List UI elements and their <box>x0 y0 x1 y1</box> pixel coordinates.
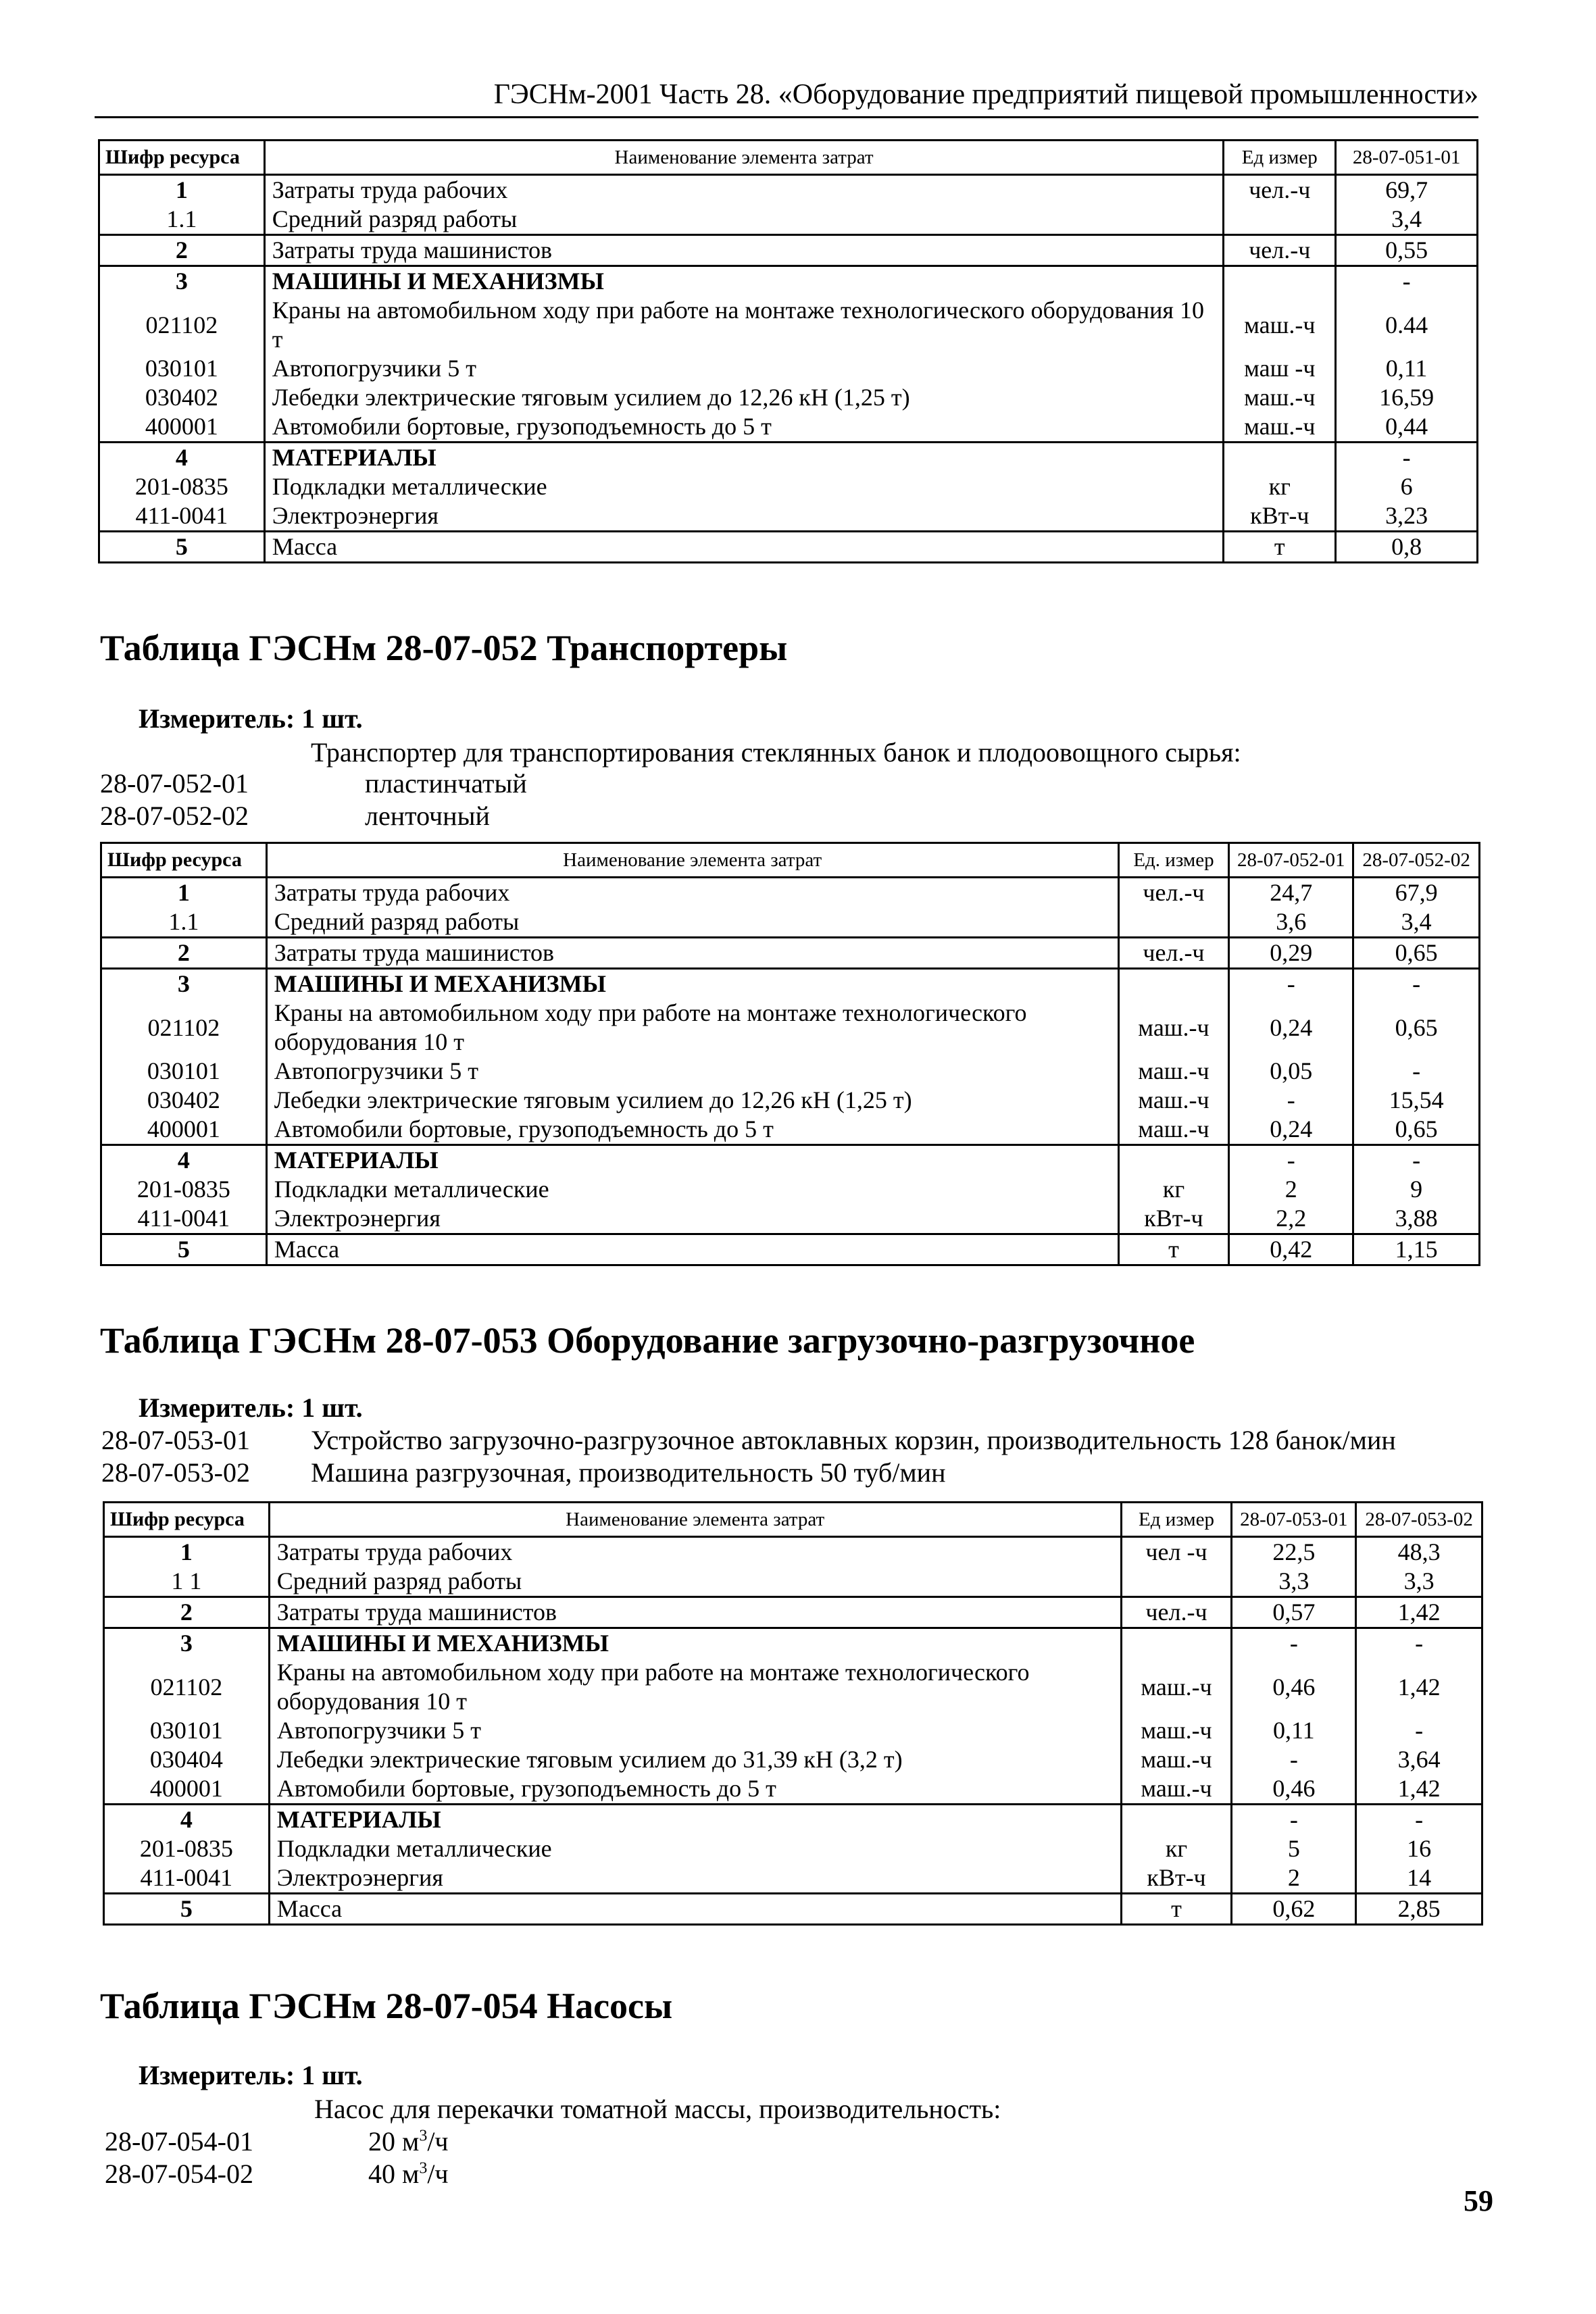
table-row <box>104 1537 1482 1567</box>
unit-cell: маш.-ч <box>1224 383 1336 412</box>
unit-cell: маш.-ч <box>1121 1658 1232 1716</box>
norm-value-cell: 0,11 <box>1336 354 1478 383</box>
unit-cell: кВт-ч <box>1121 1863 1232 1894</box>
resource-code-cell: 201-0835 <box>104 1834 270 1863</box>
norm-value-cell: - <box>1336 443 1478 473</box>
norm-value-cell: 3,23 <box>1336 501 1478 532</box>
norm-value-cell: 16,59 <box>1336 383 1478 412</box>
norm-value-cell: 16 <box>1356 1834 1482 1863</box>
norm-value-cell: - <box>1229 1145 1353 1176</box>
table-row <box>99 383 1478 412</box>
table-row <box>104 1597 1482 1628</box>
resource-code-cell: 2 <box>99 235 265 266</box>
item-name <box>368 2126 449 2157</box>
norm-value-cell: - <box>1356 1805 1482 1835</box>
measure-line-052 <box>139 703 363 734</box>
table-row <box>104 1894 1482 1925</box>
unit-cell: кг <box>1121 1834 1232 1863</box>
item-unit: /ч <box>427 2126 449 2157</box>
unit-cell: маш.-ч <box>1121 1745 1232 1774</box>
item-code: 28-07-053-02 <box>101 1457 250 1488</box>
resource-code-cell: 1.1 <box>101 907 267 938</box>
resource-code-cell: 1 <box>99 175 265 205</box>
table-row <box>101 1145 1480 1176</box>
norm-value-cell: - <box>1232 1805 1356 1835</box>
norm-value-cell: 1,42 <box>1356 1774 1482 1805</box>
resource-code-cell: 021102 <box>101 999 267 1057</box>
resource-code-cell: 021102 <box>104 1658 270 1716</box>
page-header: ГЭСНм-2001 Часть 28. «Оборудование предприятий пищевой промышленности» <box>95 78 1478 118</box>
resource-code-cell: 030404 <box>104 1745 270 1774</box>
table-row <box>104 1658 1482 1716</box>
unit-cell: т <box>1118 1234 1229 1265</box>
unit-cell <box>1121 1567 1232 1597</box>
column-header-unit: Ед. измер <box>1118 843 1229 878</box>
unit-cell: маш.-ч <box>1224 296 1336 354</box>
norm-value-cell: 3,6 <box>1229 907 1353 938</box>
cost-element-cell: Средний разряд работы <box>266 907 1118 938</box>
cost-element-cell: Электроэнергия <box>266 1204 1118 1234</box>
table-row <box>104 1628 1482 1659</box>
resource-table-053 <box>103 1501 1483 1926</box>
norm-value-cell: 3,3 <box>1232 1567 1356 1597</box>
table-row <box>104 1774 1482 1805</box>
cost-element-cell: МАШИНЫ И МЕХАНИЗМЫ <box>264 266 1224 297</box>
column-header-norm: 28-07-053-01 <box>1232 1503 1356 1537</box>
norm-value-cell: 67,9 <box>1353 878 1480 908</box>
resource-code-cell: 411-0041 <box>99 501 265 532</box>
measure-value: 1 шт. <box>301 1392 363 1423</box>
measure-line-053 <box>139 1392 363 1424</box>
resource-code-cell: 030101 <box>101 1057 267 1086</box>
resource-code-cell: 2 <box>104 1597 270 1628</box>
table-row <box>101 1115 1480 1145</box>
table-row <box>99 354 1478 383</box>
unit-cell: маш -ч <box>1224 354 1336 383</box>
measure-value: 1 шт. <box>301 2060 363 2090</box>
resource-code-cell: 021102 <box>99 296 265 354</box>
column-header-code: Шифр ресурса <box>99 141 265 175</box>
column-header-unit: Ед измер <box>1224 141 1336 175</box>
resource-code-cell: 411-0041 <box>104 1863 270 1894</box>
table-row <box>101 938 1480 969</box>
resource-code-cell: 400001 <box>101 1115 267 1145</box>
cost-element-cell: Масса <box>269 1894 1121 1925</box>
resource-code-cell: 4 <box>101 1145 267 1176</box>
cost-element-cell: Средний разряд работы <box>264 205 1224 235</box>
resource-code-cell: 3 <box>101 969 267 999</box>
table-row <box>99 205 1478 235</box>
cost-element-cell: Масса <box>266 1234 1118 1265</box>
table-row <box>104 1863 1482 1894</box>
unit-cell: чел -ч <box>1121 1537 1232 1567</box>
norm-value-cell: 0,62 <box>1232 1894 1356 1925</box>
cost-element-cell: Автопогрузчики 5 т <box>266 1057 1118 1086</box>
norm-value-cell: 1,42 <box>1356 1597 1482 1628</box>
cost-element-cell: Краны на автомобильном ходу при работе на монтаже технологического оборудования 10 т <box>269 1658 1121 1716</box>
column-header-name: Наименование элемента затрат <box>266 843 1118 878</box>
unit-cell: маш.-ч <box>1118 1057 1229 1086</box>
unit-cell: чел.-ч <box>1224 175 1336 205</box>
table-row <box>104 1745 1482 1774</box>
measure-label: Измеритель: <box>139 1392 295 1423</box>
item-unit: /ч <box>427 2159 449 2189</box>
norm-value-cell: 0,11 <box>1232 1716 1356 1745</box>
unit-cell: т <box>1224 532 1336 563</box>
cost-element-cell: Подкладки металлические <box>266 1175 1118 1204</box>
item-code: 28-07-054-01 <box>105 2126 253 2157</box>
table-description-054: Насос для перекачки томатной массы, производительность: <box>314 2094 1001 2124</box>
resource-table-052 <box>100 842 1480 1266</box>
cost-element-cell: Затраты труда рабочих <box>264 175 1224 205</box>
resource-code-cell: 030101 <box>99 354 265 383</box>
resource-code-cell: 201-0835 <box>99 472 265 501</box>
norm-value-cell: 14 <box>1356 1863 1482 1894</box>
table-row <box>104 1805 1482 1835</box>
norm-value-cell: - <box>1356 1716 1482 1745</box>
unit-cell: т <box>1121 1894 1232 1925</box>
item-value: 40 м <box>368 2159 420 2189</box>
norm-value-cell: 0,55 <box>1336 235 1478 266</box>
table-row <box>99 412 1478 443</box>
norm-value-cell: 3,64 <box>1356 1745 1482 1774</box>
resource-code-cell: 5 <box>101 1234 267 1265</box>
table-row <box>101 907 1480 938</box>
unit-cell: кВт-ч <box>1118 1204 1229 1234</box>
unit-cell: маш.-ч <box>1121 1774 1232 1805</box>
measure-label: Измеритель: <box>139 703 295 734</box>
norm-value-cell: 0,46 <box>1232 1774 1356 1805</box>
norm-value-cell: 22,5 <box>1232 1537 1356 1567</box>
cost-element-cell: Краны на автомобильном ходу при работе на монтаже технологического оборудования 10 т <box>266 999 1118 1057</box>
column-header-name: Наименование элемента затрат <box>269 1503 1121 1537</box>
resource-code-cell: 201-0835 <box>101 1175 267 1204</box>
cost-element-cell: Электроэнергия <box>269 1863 1121 1894</box>
unit-cell <box>1118 907 1229 938</box>
cost-element-cell: Автомобили бортовые, грузоподъемность до 5 т <box>264 412 1224 443</box>
unit-cell: кВт-ч <box>1224 501 1336 532</box>
table-description-052: Транспортер для транспортирования стеклянных банок и плодоовощного сырья: <box>311 737 1241 768</box>
unit-cell <box>1224 266 1336 297</box>
unit-cell: чел.-ч <box>1224 235 1336 266</box>
unit-cell <box>1118 969 1229 999</box>
norm-value-cell: 69,7 <box>1336 175 1478 205</box>
table-title-054: Таблица ГЭСНм 28-07-054 Насосы <box>100 1986 673 2026</box>
unit-cell: кг <box>1118 1175 1229 1204</box>
item-name: пластинчатый <box>365 768 527 799</box>
column-header-norm: 28-07-052-01 <box>1229 843 1353 878</box>
item-name: Устройство загрузочно-разгрузочное автоклавных корзин, производительность 128 банок/мин <box>311 1425 1396 1455</box>
cost-element-cell: Электроэнергия <box>264 501 1224 532</box>
item-code: 28-07-054-02 <box>105 2159 253 2189</box>
cost-element-cell: Затраты труда машинистов <box>264 235 1224 266</box>
cost-element-cell: МАШИНЫ И МЕХАНИЗМЫ <box>266 969 1118 999</box>
unit-cell <box>1118 1145 1229 1176</box>
resource-code-cell: 2 <box>101 938 267 969</box>
norm-value-cell: 0,57 <box>1232 1597 1356 1628</box>
norm-value-cell: - <box>1229 969 1353 999</box>
item-name: Машина разгрузочная, производительность 50 туб/мин <box>311 1457 946 1488</box>
resource-code-cell: 5 <box>99 532 265 563</box>
norm-value-cell: 0,44 <box>1336 412 1478 443</box>
measure-line-054 <box>139 2059 363 2091</box>
table-row <box>104 1716 1482 1745</box>
resource-code-cell: 1.1 <box>99 205 265 235</box>
resource-code-cell: 4 <box>104 1805 270 1835</box>
resource-code-cell: 030101 <box>104 1716 270 1745</box>
column-header-name: Наименование элемента затрат <box>264 141 1224 175</box>
norm-value-cell: 0,05 <box>1229 1057 1353 1086</box>
cost-element-cell: Автопогрузчики 5 т <box>269 1716 1121 1745</box>
cost-element-cell: Лебедки электрические тяговым усилием до 12,26 кН (1,25 т) <box>266 1086 1118 1115</box>
item-code: 28-07-052-01 <box>100 768 249 799</box>
unit-cell: чел.-ч <box>1118 938 1229 969</box>
norm-value-cell: 3,4 <box>1353 907 1480 938</box>
table-row <box>104 1834 1482 1863</box>
table-row <box>101 1086 1480 1115</box>
column-header-norm: 28-07-052-02 <box>1353 843 1480 878</box>
resource-code-cell: 030402 <box>101 1086 267 1115</box>
cost-element-cell: Подкладки металлические <box>269 1834 1121 1863</box>
resource-code-cell: 3 <box>99 266 265 297</box>
norm-value-cell: 0,24 <box>1229 1115 1353 1145</box>
item-name <box>368 2158 449 2190</box>
resource-code-cell: 400001 <box>99 412 265 443</box>
unit-cell: маш.-ч <box>1224 412 1336 443</box>
cost-element-cell: Лебедки электрические тяговым усилием до 12,26 кН (1,25 т) <box>264 383 1224 412</box>
norm-value-cell: 0,29 <box>1229 938 1353 969</box>
column-header-unit: Ед измер <box>1121 1503 1232 1537</box>
norm-value-cell: 0,42 <box>1229 1234 1353 1265</box>
resource-code-cell: 1 1 <box>104 1567 270 1597</box>
norm-value-cell: 0,8 <box>1336 532 1478 563</box>
norm-value-cell: 3,4 <box>1336 205 1478 235</box>
cost-element-cell: МАТЕРИАЛЫ <box>269 1805 1121 1835</box>
cost-element-cell: Затраты труда рабочих <box>266 878 1118 908</box>
norm-value-cell: - <box>1232 1628 1356 1659</box>
item-code: 28-07-052-02 <box>100 801 249 831</box>
column-header-code: Шифр ресурса <box>104 1503 270 1537</box>
table-row <box>99 266 1478 297</box>
column-header-norm: 28-07-053-02 <box>1356 1503 1482 1537</box>
norm-value-cell: - <box>1356 1628 1482 1659</box>
cost-element-cell: Подкладки металлические <box>264 472 1224 501</box>
unit-cell: маш.-ч <box>1118 999 1229 1057</box>
column-header-code: Шифр ресурса <box>101 843 267 878</box>
unit-cell <box>1121 1805 1232 1835</box>
page-number: 59 <box>1464 2184 1493 2217</box>
table-row <box>104 1567 1482 1597</box>
norm-value-cell: 0,24 <box>1229 999 1353 1057</box>
table-row <box>101 1234 1480 1265</box>
norm-value-cell: 2 <box>1229 1175 1353 1204</box>
table-row <box>101 969 1480 999</box>
cost-element-cell: Лебедки электрические тяговым усилием до 31,39 кН (3,2 т) <box>269 1745 1121 1774</box>
resource-code-cell: 411-0041 <box>101 1204 267 1234</box>
table-row <box>99 472 1478 501</box>
norm-value-cell: - <box>1353 969 1480 999</box>
table-row <box>101 1175 1480 1204</box>
norm-value-cell: 2,85 <box>1356 1894 1482 1925</box>
item-code: 28-07-053-01 <box>101 1425 250 1455</box>
norm-value-cell: 0,46 <box>1232 1658 1356 1716</box>
table-row <box>101 1057 1480 1086</box>
resource-code-cell: 1 <box>104 1537 270 1567</box>
norm-value-cell: 6 <box>1336 472 1478 501</box>
unit-cell: маш.-ч <box>1121 1716 1232 1745</box>
norm-value-cell: 3,88 <box>1353 1204 1480 1234</box>
cost-element-cell: МАТЕРИАЛЫ <box>264 443 1224 473</box>
table-row <box>99 296 1478 354</box>
cost-element-cell: Краны на автомобильном ходу при работе на монтаже технологического оборудования 10 т <box>264 296 1224 354</box>
unit-cell: кг <box>1224 472 1336 501</box>
column-header-norm: 28-07-051-01 <box>1336 141 1478 175</box>
table-row <box>101 999 1480 1057</box>
superscript: 3 <box>419 2127 428 2145</box>
resource-code-cell: 3 <box>104 1628 270 1659</box>
norm-value-cell: - <box>1229 1086 1353 1115</box>
norm-value-cell: 1,15 <box>1353 1234 1480 1265</box>
cost-element-cell: Средний разряд работы <box>269 1567 1121 1597</box>
table-title-052: Таблица ГЭСНм 28-07-052 Транспортеры <box>100 628 788 668</box>
measure-value: 1 шт. <box>301 703 363 734</box>
norm-value-cell: 15,54 <box>1353 1086 1480 1115</box>
resource-code-cell: 400001 <box>104 1774 270 1805</box>
cost-element-cell: Затраты труда машинистов <box>266 938 1118 969</box>
resource-code-cell: 5 <box>104 1894 270 1925</box>
resource-table-051 <box>98 139 1478 563</box>
unit-cell <box>1224 443 1336 473</box>
norm-value-cell: 24,7 <box>1229 878 1353 908</box>
resource-code-cell: 1 <box>101 878 267 908</box>
table-row <box>99 501 1478 532</box>
cost-element-cell: Автопогрузчики 5 т <box>264 354 1224 383</box>
unit-cell: чел.-ч <box>1121 1597 1232 1628</box>
superscript: 3 <box>419 2159 428 2178</box>
unit-cell: маш.-ч <box>1118 1115 1229 1145</box>
measure-label: Измеритель: <box>139 2060 295 2090</box>
norm-value-cell: 1,42 <box>1356 1658 1482 1716</box>
table-row <box>101 878 1480 908</box>
table-row <box>99 532 1478 563</box>
cost-element-cell: Затраты труда рабочих <box>269 1537 1121 1567</box>
norm-value-cell: - <box>1232 1745 1356 1774</box>
norm-value-cell: 0.44 <box>1336 296 1478 354</box>
cost-element-cell: МАШИНЫ И МЕХАНИЗМЫ <box>269 1628 1121 1659</box>
table-title-053: Таблица ГЭСНм 28-07-053 Оборудование загрузочно-разгрузочное <box>100 1320 1195 1361</box>
norm-value-cell: 2,2 <box>1229 1204 1353 1234</box>
resource-code-cell: 030402 <box>99 383 265 412</box>
unit-cell <box>1121 1628 1232 1659</box>
norm-value-cell: 0,65 <box>1353 999 1480 1057</box>
cost-element-cell: Затраты труда машинистов <box>269 1597 1121 1628</box>
norm-value-cell: 5 <box>1232 1834 1356 1863</box>
item-value: 20 м <box>368 2126 420 2157</box>
table-row <box>99 443 1478 473</box>
cost-element-cell: МАТЕРИАЛЫ <box>266 1145 1118 1176</box>
cost-element-cell: Масса <box>264 532 1224 563</box>
norm-value-cell: 2 <box>1232 1863 1356 1894</box>
item-name: ленточный <box>365 801 490 831</box>
cost-element-cell: Автомобили бортовые, грузоподъемность до 5 т <box>269 1774 1121 1805</box>
resource-code-cell: 4 <box>99 443 265 473</box>
norm-value-cell: 9 <box>1353 1175 1480 1204</box>
norm-value-cell: 0,65 <box>1353 938 1480 969</box>
norm-value-cell: - <box>1353 1145 1480 1176</box>
norm-value-cell: - <box>1353 1057 1480 1086</box>
norm-value-cell: - <box>1336 266 1478 297</box>
norm-value-cell: 48,3 <box>1356 1537 1482 1567</box>
norm-value-cell: 0,65 <box>1353 1115 1480 1145</box>
table-row <box>99 235 1478 266</box>
table-row <box>101 1204 1480 1234</box>
unit-cell <box>1224 205 1336 235</box>
cost-element-cell: Автомобили бортовые, грузоподъемность до 5 т <box>266 1115 1118 1145</box>
unit-cell: чел.-ч <box>1118 878 1229 908</box>
norm-value-cell: 3,3 <box>1356 1567 1482 1597</box>
unit-cell: маш.-ч <box>1118 1086 1229 1115</box>
table-row <box>99 175 1478 205</box>
